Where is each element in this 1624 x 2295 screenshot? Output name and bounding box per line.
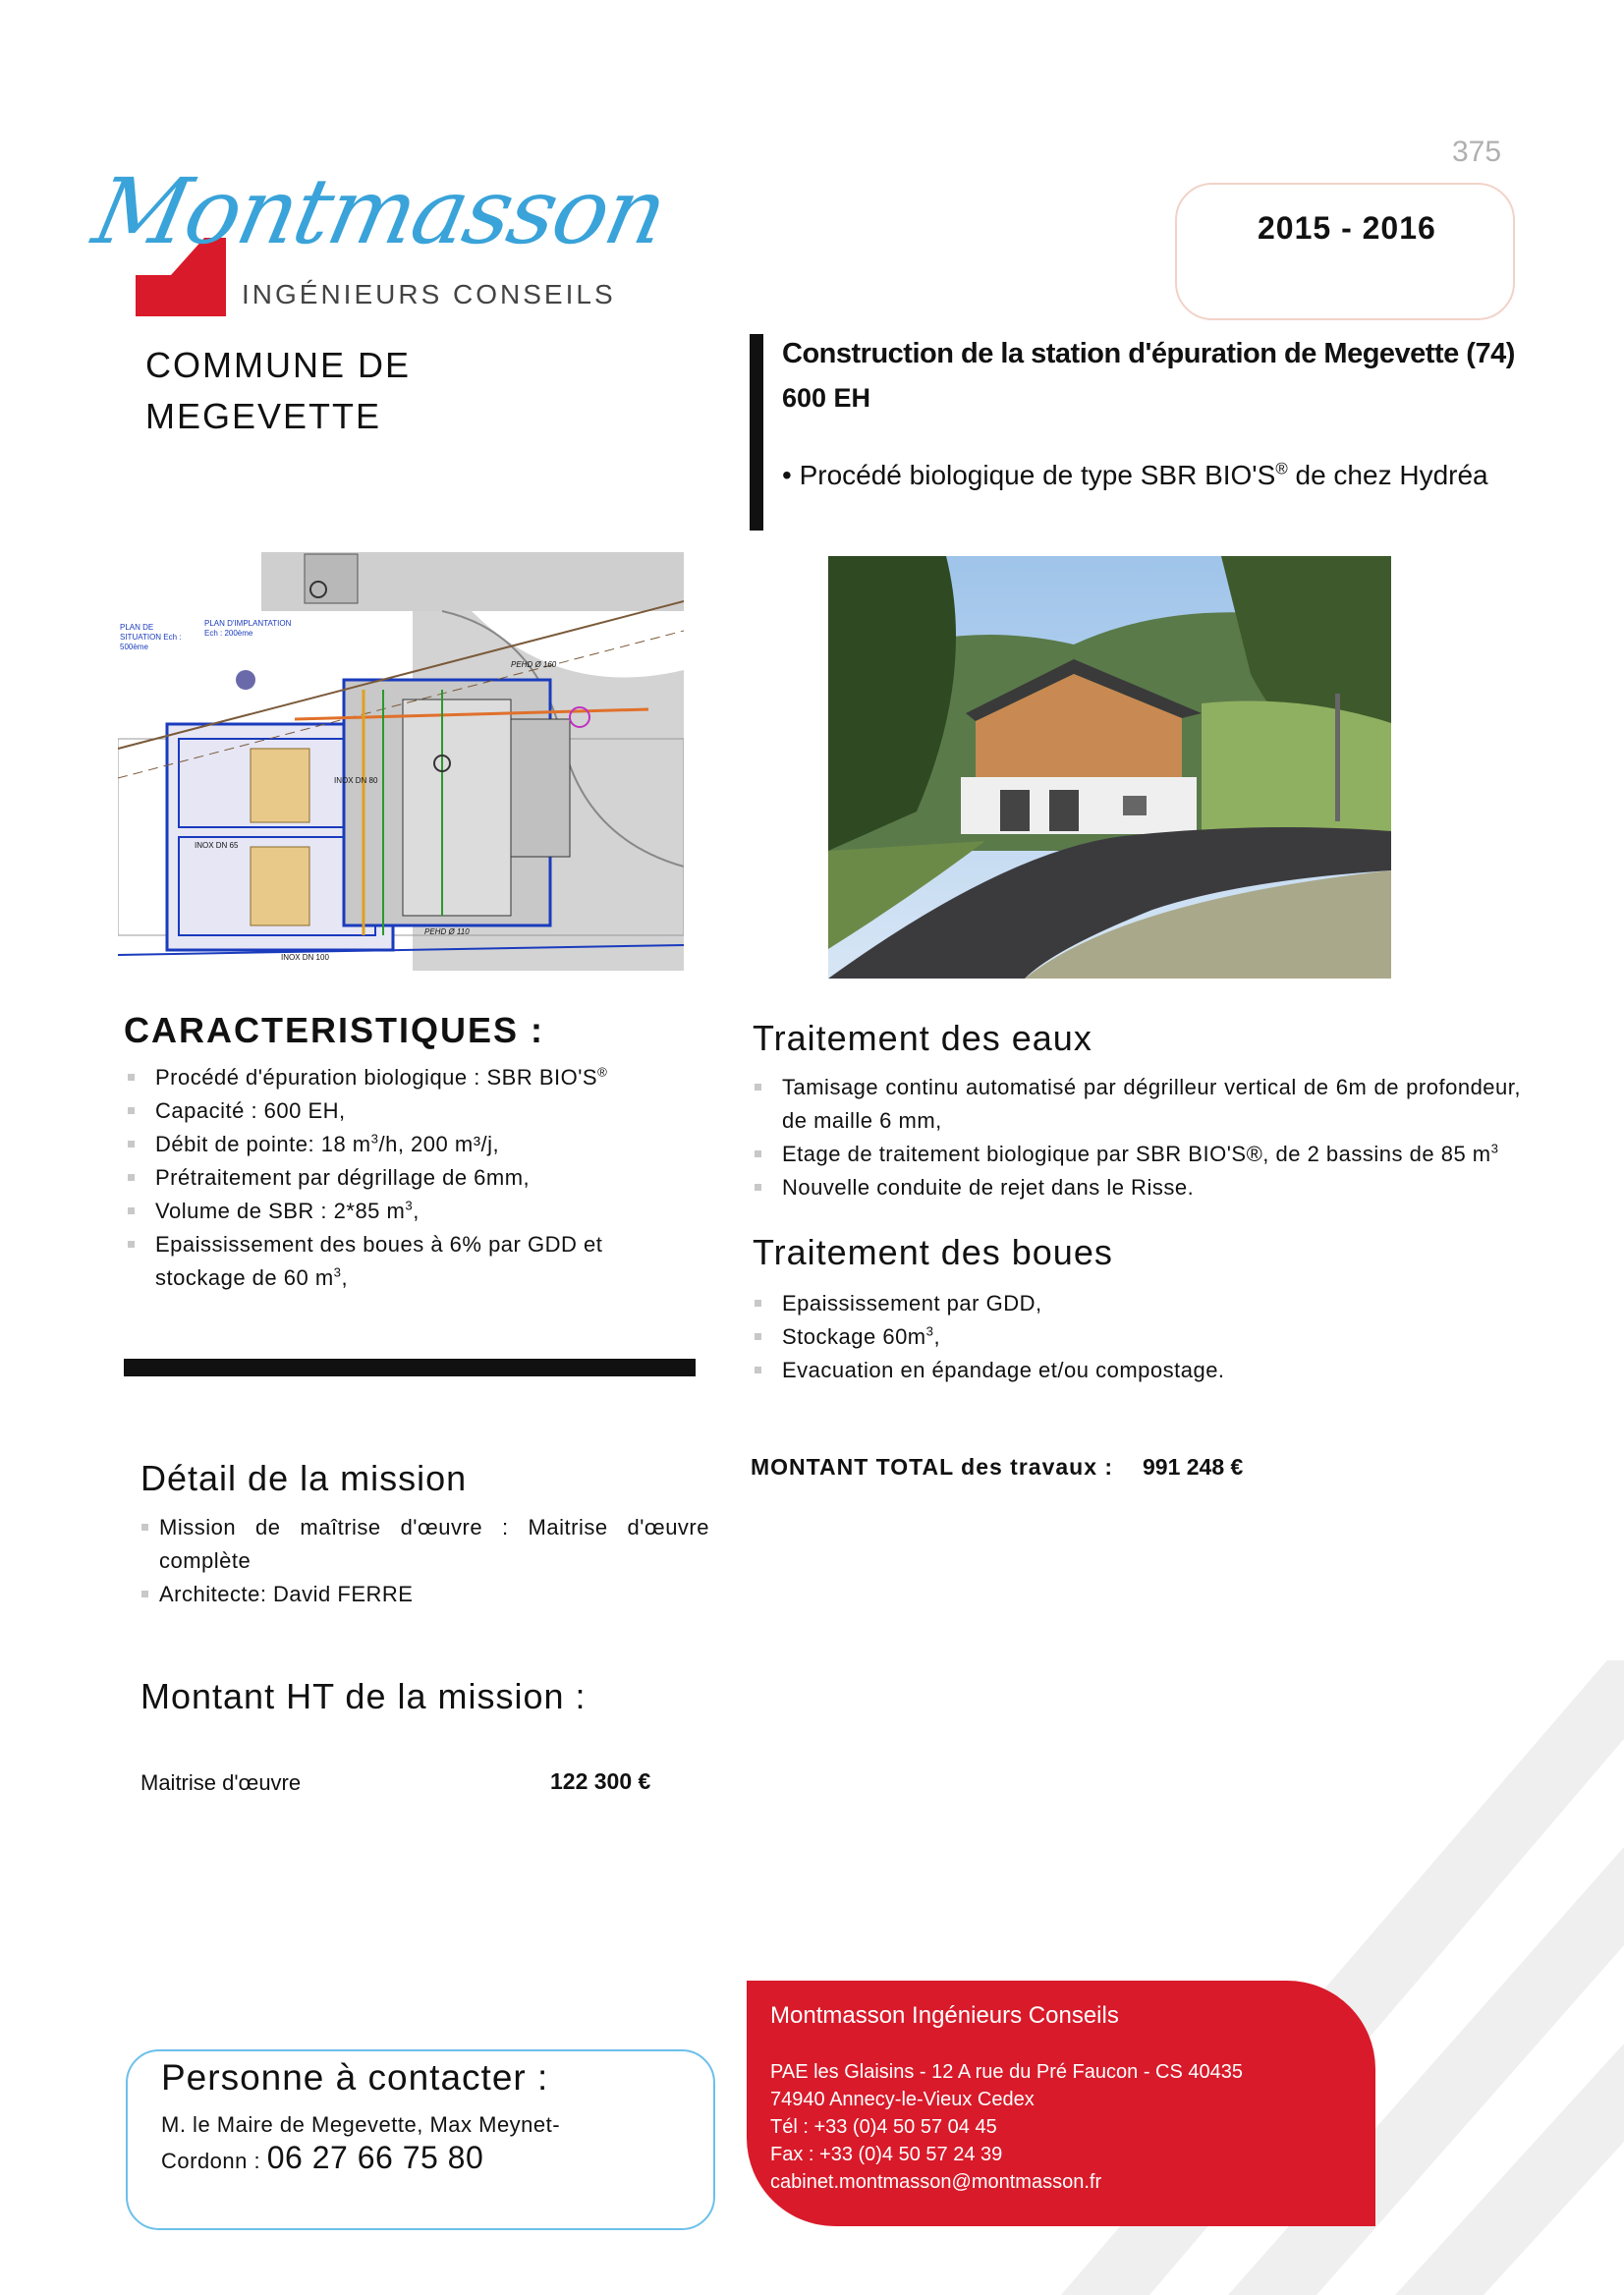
boues-list	[751, 1287, 1521, 1387]
site-plan-image	[118, 542, 684, 971]
list-item: Nouvelle conduite de rejet dans le Risse.	[751, 1171, 1521, 1204]
eaux-list	[751, 1071, 1521, 1204]
project-process	[782, 460, 1488, 491]
list-item: Architecte: David FERRE	[138, 1578, 709, 1611]
contact-line1: M. le Maire de Megevette, Max Meynet-	[161, 2112, 561, 2137]
section-divider-bar	[124, 1359, 696, 1376]
company-address2: 74940 Annecy-le-Vieux Cedex	[770, 2089, 1035, 2110]
logo-script: Montmasson	[84, 159, 675, 264]
caracteristiques-list	[124, 1061, 635, 1295]
plan-label-inox65: INOX DN 65	[195, 841, 239, 850]
plan-label-implantation: PLAN D'IMPLANTATION Ech : 200ème	[204, 619, 292, 638]
project-capacity: 600 EH	[782, 383, 871, 413]
list-item: Epaississement par GDD,	[751, 1287, 1521, 1320]
project-years: 2015 - 2016	[1258, 210, 1436, 246]
contact-line2-prefix: Cordonn :	[161, 2149, 267, 2173]
process-reg: ®	[1275, 459, 1288, 478]
process-text: • Procédé biologique de type SBR BIO'S	[782, 460, 1276, 490]
montant-ht-value: 122 300 €	[550, 1768, 651, 1794]
commune-line1: COMMUNE DE	[145, 345, 411, 385]
company-tel: Tél : +33 (0)4 50 57 04 45	[770, 2116, 997, 2138]
caracteristiques-heading: CARACTERISTIQUES :	[124, 1010, 545, 1050]
contact-box	[126, 2049, 715, 2230]
mission-list	[138, 1511, 709, 1611]
project-title: Construction de la station d'épuration de Megevette (74)	[782, 338, 1515, 369]
company-address1: PAE les Glaisins - 12 A rue du Pré Faucon - CS 40435	[770, 2061, 1243, 2083]
project-bar	[750, 334, 763, 531]
montant-ht-heading: Montant HT de la mission :	[140, 1676, 587, 1716]
company-logo	[77, 159, 675, 314]
plan-label-inox100: INOX DN 100	[281, 953, 329, 962]
list-item: Stockage $60m^3$,	[751, 1320, 1521, 1354]
montant-ht-label: Maitrise d'œuvre	[140, 1770, 302, 1795]
list-item: Débit de pointe: 18 $m^3/h$, 200 m³/j,	[124, 1128, 635, 1161]
list-item: Mission de maîtrise d'œuvre : Maitrise d'œuvre complète	[138, 1511, 709, 1578]
process-suffix: de chez Hydréa	[1287, 460, 1488, 490]
list-item: Tamisage continu automatisé par dégrilleur vertical de 6m de profondeur, de maille 6 mm,	[751, 1071, 1521, 1138]
plan-label-situation: PLAN DE SITUATION Ech : 500ème	[120, 623, 182, 651]
plan-label-pehd110: PEHD Ø 110	[424, 927, 470, 936]
company-card	[747, 1981, 1375, 2226]
page-number: 375	[1452, 136, 1502, 168]
list-item: Epaississement des boues à 6% par GDD et stockage de 60 $m^3$,	[124, 1228, 635, 1295]
list-item: Volume de SBR : 2*85 $m^3$,	[124, 1195, 635, 1228]
commune-title	[145, 340, 411, 442]
montant-total-value: 991 248 €	[1143, 1454, 1244, 1480]
eaux-heading: Traitement des eaux	[753, 1018, 1092, 1058]
company-name: Montmasson Ingénieurs Conseils	[770, 2002, 1119, 2029]
list-item: Procédé d'épuration biologique : SBR BIO'S®	[124, 1061, 635, 1094]
plan-label-inox80: INOX DN 80	[334, 776, 378, 785]
list-item: Prétraitement par dégrillage de 6mm,	[124, 1161, 635, 1195]
mission-heading: Détail de la mission	[140, 1458, 468, 1498]
boues-heading: Traitement des boues	[753, 1232, 1113, 1272]
station-photo	[828, 556, 1391, 979]
list-item: Etage de traitement biologique par SBR BIO'S®, de 2 bassins de 85 $m^3$	[751, 1138, 1521, 1171]
logo-sub: INGÉNIEURS CONSEILS	[242, 279, 616, 309]
company-fax: Fax : +33 (0)4 50 57 24 39	[770, 2144, 1003, 2165]
contact-line2	[161, 2140, 483, 2176]
montant-total-label: MONTANT TOTAL des travaux :	[751, 1454, 1114, 1480]
list-item: Evacuation en épandage et/ou compostage.	[751, 1354, 1521, 1387]
company-email: cabinet.montmasson@montmasson.fr	[770, 2171, 1102, 2193]
contact-phone: 06 27 66 75 80	[266, 2140, 484, 2175]
year-box	[1175, 183, 1515, 320]
plan-label-pehd160: PEHD Ø 160	[511, 660, 557, 669]
list-item: Capacité : 600 EH,	[124, 1094, 635, 1128]
contact-heading: Personne à contacter :	[161, 2057, 549, 2098]
commune-line2: MEGEVETTE	[145, 396, 382, 436]
